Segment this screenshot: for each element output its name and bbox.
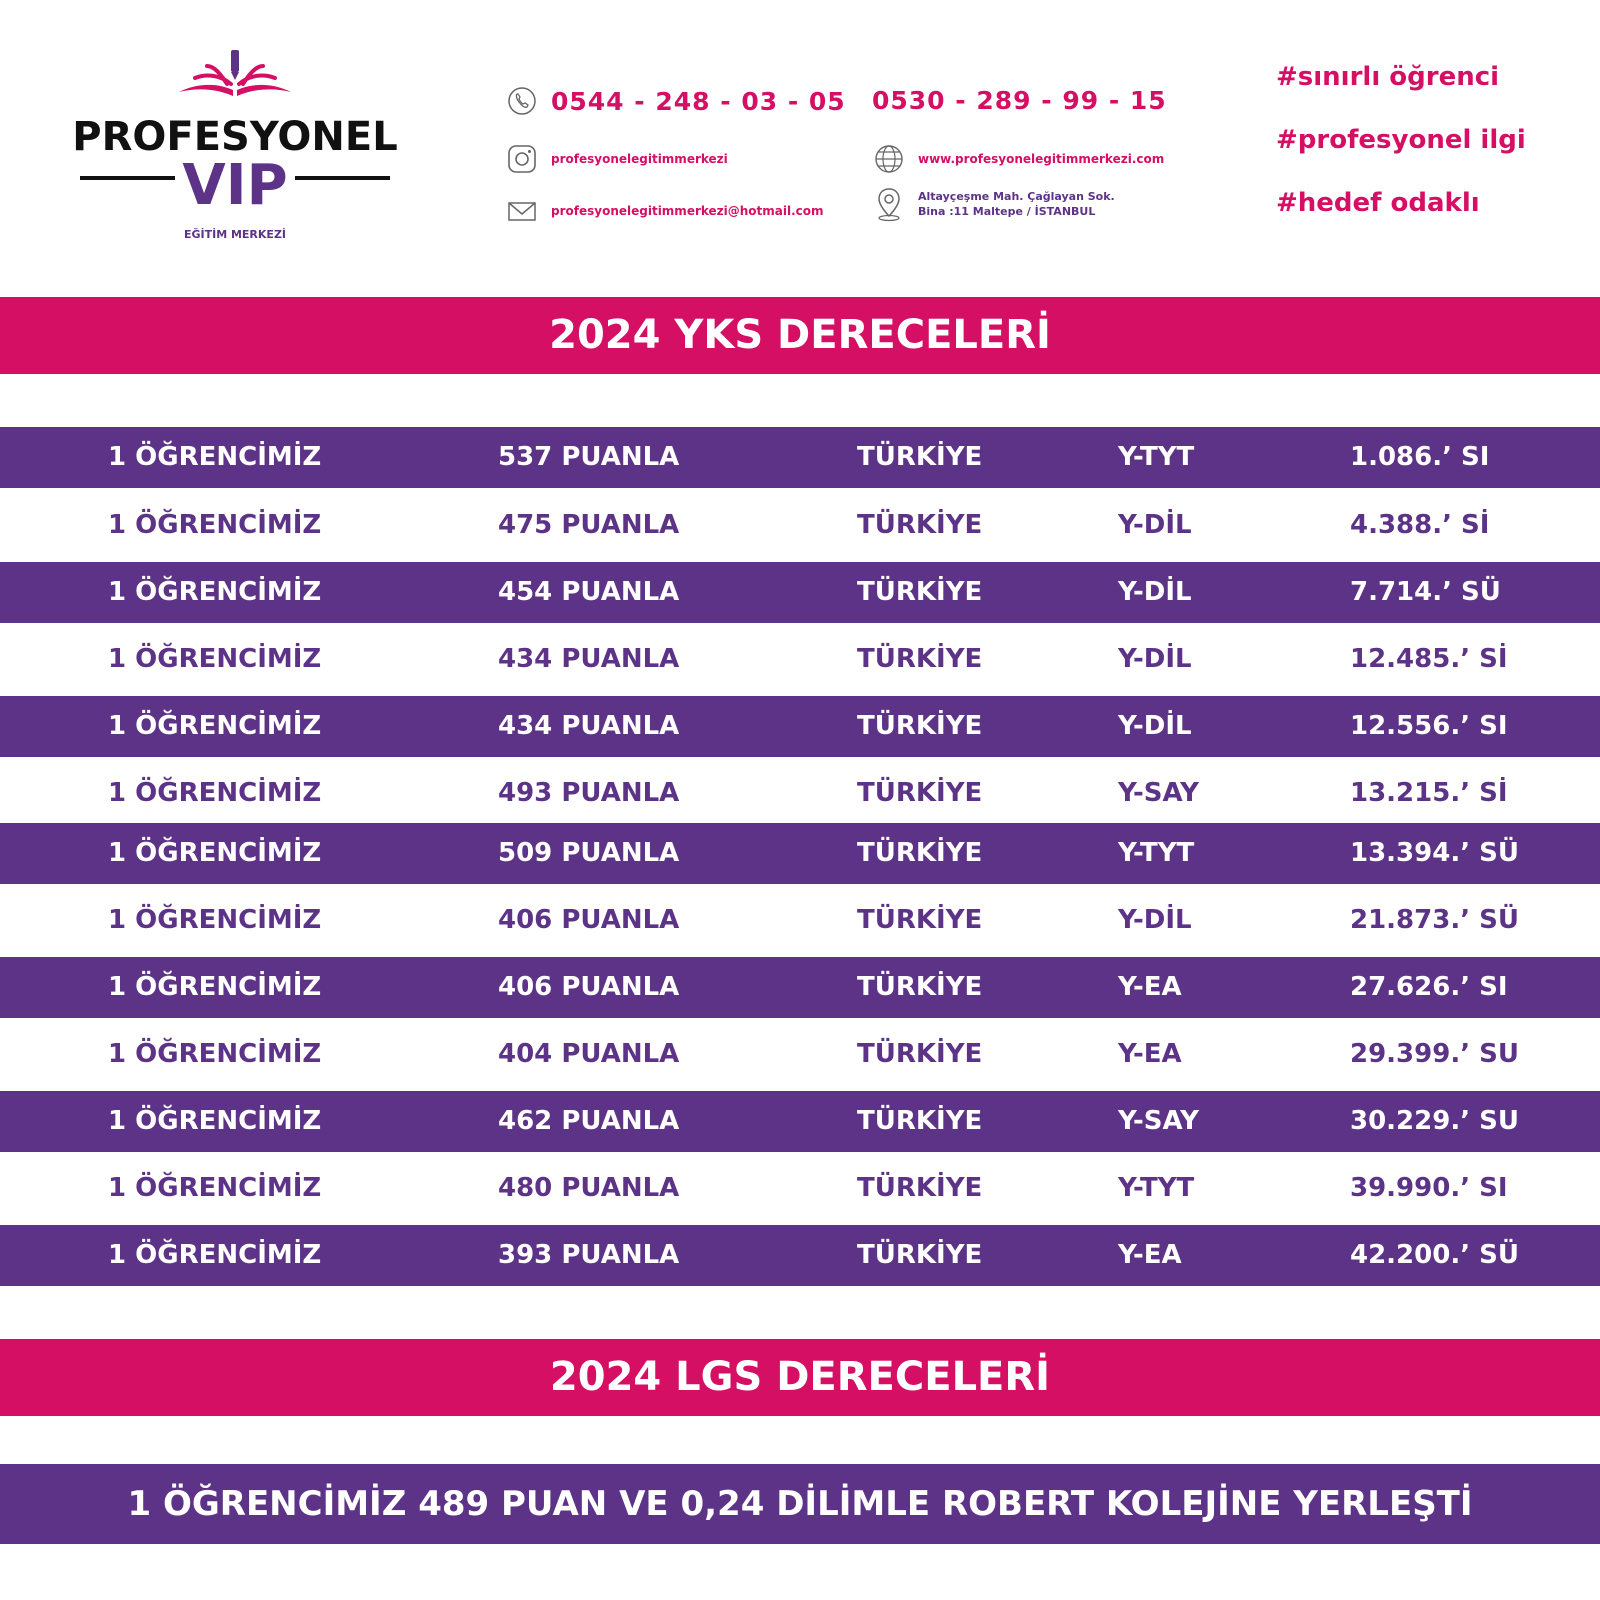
phone-icon [507, 86, 537, 116]
row-rank: 30.229.’ SU [1350, 1106, 1519, 1136]
row-type: Y-TYT [1118, 1173, 1195, 1203]
row-rank: 29.399.’ SU [1350, 1039, 1519, 1069]
row-score: 480 PUANLA [498, 1173, 680, 1203]
row-scope: TÜRKİYE [857, 510, 983, 540]
book-pen-emblem-icon [175, 50, 295, 100]
row-rank: 12.556.’ SI [1350, 711, 1508, 741]
logo [70, 40, 400, 250]
row-student: 1 ÖĞRENCİMİZ [108, 972, 322, 1002]
row-score: 537 PUANLA [498, 442, 680, 472]
row-student: 1 ÖĞRENCİMİZ [108, 1173, 322, 1203]
row-student: 1 ÖĞRENCİMİZ [108, 905, 322, 935]
row-student: 1 ÖĞRENCİMİZ [108, 778, 322, 808]
phone-number-2[interactable]: 0530 - 289 - 99 - 15 [872, 86, 1167, 115]
instagram-icon [507, 144, 537, 174]
table-row [0, 1158, 1600, 1219]
address-line-1: Altayçeşme Mah. Çağlayan Sok. [918, 190, 1115, 203]
row-score: 493 PUANLA [498, 778, 680, 808]
row-rank: 13.394.’ SÜ [1350, 838, 1519, 868]
brand-subtitle: EĞİTİM MERKEZİ [183, 228, 287, 241]
row-student: 1 ÖĞRENCİMİZ [108, 838, 322, 868]
row-student: 1 ÖĞRENCİMİZ [108, 1106, 322, 1136]
row-scope: TÜRKİYE [857, 1039, 983, 1069]
yks-section-title: 2024 YKS DERECELERİ [0, 297, 1600, 374]
row-rank: 7.714.’ SÜ [1350, 577, 1501, 607]
tag-goal-oriented: #hedef odaklı [1276, 188, 1480, 218]
row-scope: TÜRKİYE [857, 1240, 983, 1270]
location-pin-icon [874, 186, 904, 222]
row-student: 1 ÖĞRENCİMİZ [108, 1039, 322, 1069]
instagram-handle[interactable]: profesyonelegitimmerkezi [551, 152, 728, 166]
table-row [0, 1091, 1600, 1152]
row-type: Y-DİL [1118, 577, 1192, 607]
row-scope: TÜRKİYE [857, 711, 983, 741]
row-scope: TÜRKİYE [857, 778, 983, 808]
row-rank: 21.873.’ SÜ [1350, 905, 1519, 935]
website-url[interactable]: www.profesyonelegitimmerkezi.com [918, 152, 1165, 166]
row-scope: TÜRKİYE [857, 577, 983, 607]
row-student: 1 ÖĞRENCİMİZ [108, 510, 322, 540]
row-rank: 12.485.’ Sİ [1350, 644, 1508, 674]
lgs-result: 1 ÖĞRENCİMİZ 489 PUAN VE 0,24 DİLİMLE ROBERT KOLEJİNE YERLEŞTİ [0, 1464, 1600, 1544]
row-type: Y-EA [1118, 1240, 1182, 1270]
row-score: 406 PUANLA [498, 972, 680, 1002]
row-score: 475 PUANLA [498, 510, 680, 540]
row-score: 462 PUANLA [498, 1106, 680, 1136]
website-contact[interactable] [874, 144, 1164, 174]
row-score: 454 PUANLA [498, 577, 680, 607]
row-score: 393 PUANLA [498, 1240, 680, 1270]
row-type: Y-TYT [1118, 442, 1195, 472]
email-contact[interactable] [507, 196, 824, 226]
row-rank: 27.626.’ SI [1350, 972, 1508, 1002]
table-row [0, 427, 1600, 488]
table-row [0, 495, 1600, 556]
row-score: 404 PUANLA [498, 1039, 680, 1069]
row-rank: 39.990.’ SI [1350, 1173, 1508, 1203]
row-type: Y-DİL [1118, 711, 1192, 741]
table-row [0, 629, 1600, 690]
table-row [0, 1024, 1600, 1085]
row-scope: TÜRKİYE [857, 1173, 983, 1203]
row-type: Y-SAY [1118, 778, 1199, 808]
address-contact [874, 186, 1115, 222]
row-student: 1 ÖĞRENCİMİZ [108, 711, 322, 741]
row-rank: 13.215.’ Sİ [1350, 778, 1508, 808]
row-type: Y-DİL [1118, 510, 1192, 540]
row-rank: 1.086.’ SI [1350, 442, 1490, 472]
globe-icon [874, 144, 904, 174]
row-scope: TÜRKİYE [857, 838, 983, 868]
row-type: Y-DİL [1118, 905, 1192, 935]
row-scope: TÜRKİYE [857, 1106, 983, 1136]
table-row [0, 957, 1600, 1018]
row-scope: TÜRKİYE [857, 644, 983, 674]
row-type: Y-EA [1118, 972, 1182, 1002]
row-scope: TÜRKİYE [857, 972, 983, 1002]
row-scope: TÜRKİYE [857, 905, 983, 935]
row-rank: 42.200.’ SÜ [1350, 1240, 1519, 1270]
row-type: Y-EA [1118, 1039, 1182, 1069]
instagram-contact[interactable] [507, 144, 728, 174]
row-score: 509 PUANLA [498, 838, 680, 868]
tag-limited-students: #sınırlı öğrenci [1276, 62, 1500, 92]
table-row [0, 823, 1600, 884]
mail-icon [507, 196, 537, 226]
row-scope: TÜRKİYE [857, 442, 983, 472]
row-score: 434 PUANLA [498, 711, 680, 741]
lgs-section-title: 2024 LGS DERECELERİ [0, 1339, 1600, 1416]
table-row [0, 696, 1600, 757]
tag-professional-care: #profesyonel ilgi [1276, 125, 1526, 155]
brand-name: PROFESYONEL [72, 114, 398, 160]
table-row [0, 1225, 1600, 1286]
email-address[interactable]: profesyonelegitimmerkezi@hotmail.com [551, 204, 824, 218]
row-rank: 4.388.’ Sİ [1350, 510, 1490, 540]
phone-contact[interactable] [507, 86, 846, 116]
row-student: 1 ÖĞRENCİMİZ [108, 442, 322, 472]
row-score: 406 PUANLA [498, 905, 680, 935]
header [0, 0, 1600, 290]
table-row [0, 562, 1600, 623]
address-line-2: Bina :11 Maltepe / İSTANBUL [918, 205, 1096, 218]
row-type: Y-TYT [1118, 838, 1195, 868]
row-student: 1 ÖĞRENCİMİZ [108, 577, 322, 607]
row-type: Y-DİL [1118, 644, 1192, 674]
phone-number-1[interactable]: 0544 - 248 - 03 - 05 [551, 86, 846, 116]
table-row [0, 763, 1600, 824]
table-row [0, 890, 1600, 951]
row-score: 434 PUANLA [498, 644, 680, 674]
row-student: 1 ÖĞRENCİMİZ [108, 1240, 322, 1270]
row-student: 1 ÖĞRENCİMİZ [108, 644, 322, 674]
brand-vip: VIP [182, 153, 288, 218]
row-type: Y-SAY [1118, 1106, 1199, 1136]
